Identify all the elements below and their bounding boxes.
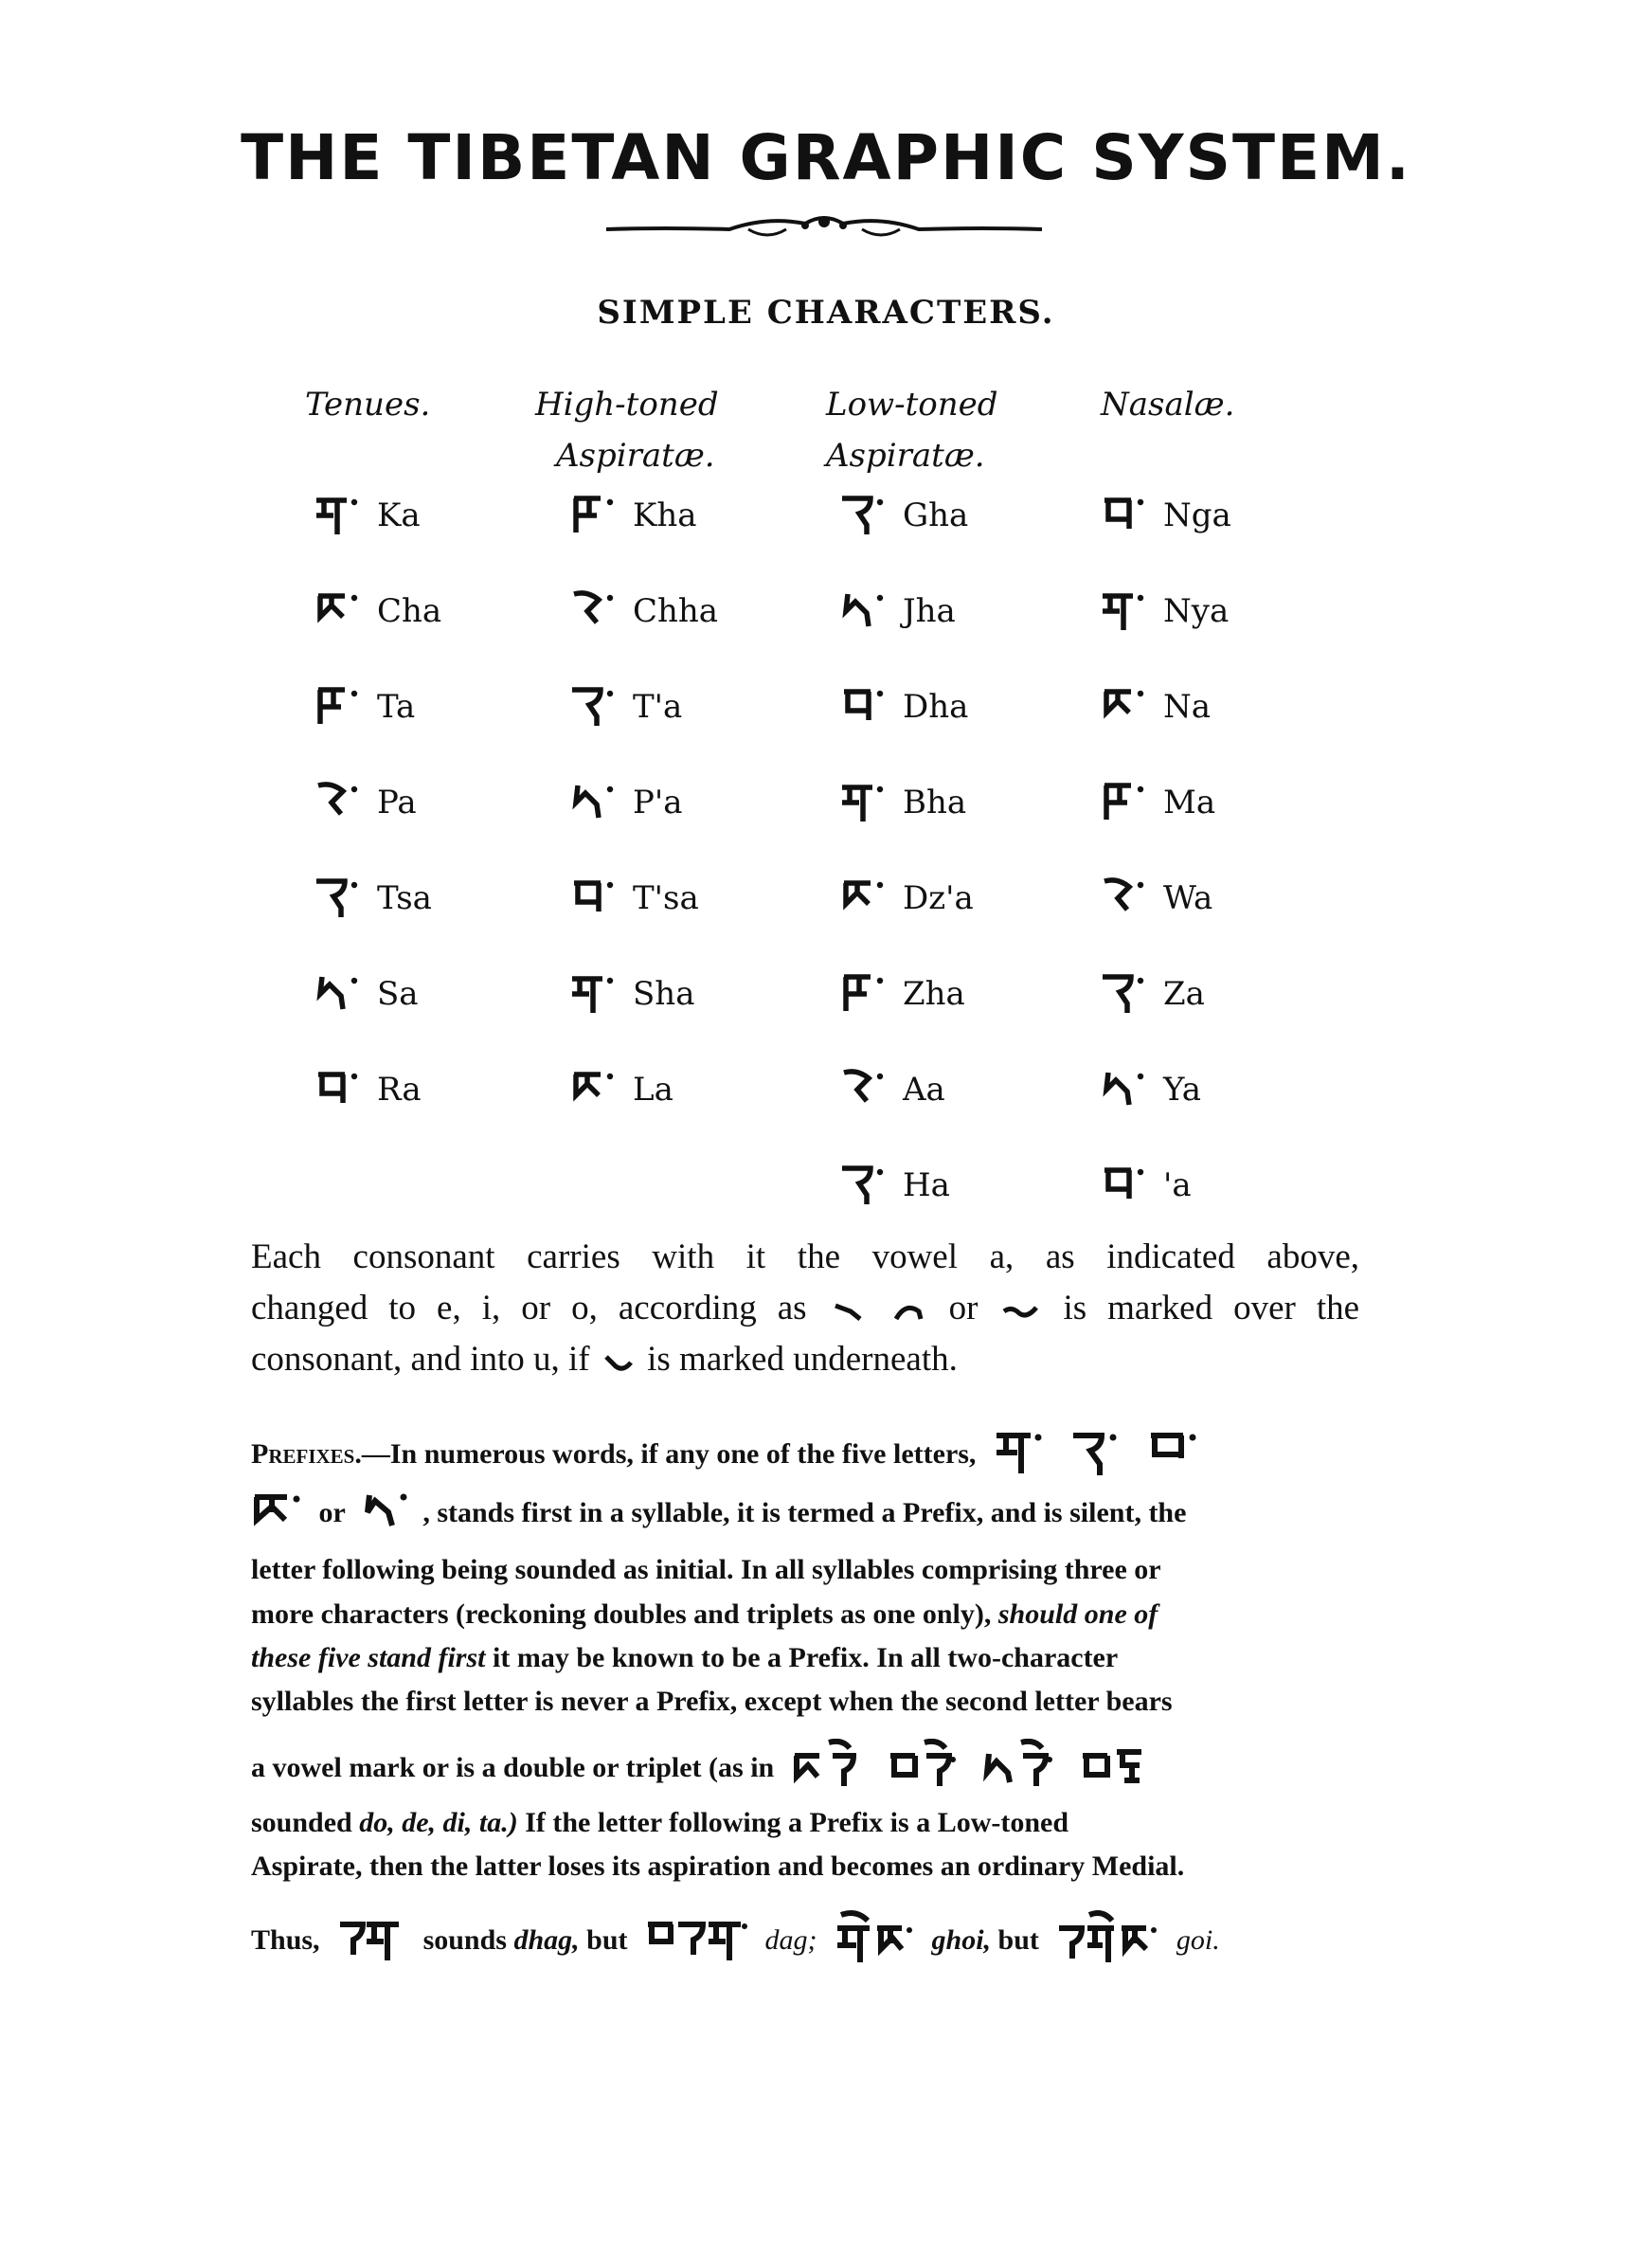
tibetan-character-icon	[1099, 587, 1146, 636]
ornament-divider	[606, 208, 1042, 246]
character-label: 'a	[1163, 1166, 1192, 1204]
character-label: Nga	[1163, 497, 1231, 534]
character-cell	[568, 778, 683, 827]
character-cell	[1099, 969, 1205, 1019]
character-label: Aa	[903, 1071, 945, 1109]
paragraph-text: or	[318, 1496, 346, 1528]
tibetan-character-icon	[568, 969, 616, 1019]
tibetan-character-icon	[313, 874, 360, 923]
character-cell	[838, 682, 968, 731]
character-cell	[568, 874, 699, 923]
character-cell	[568, 587, 718, 636]
character-cell	[313, 1065, 422, 1114]
paragraph-text: do, de, di, ta.)	[359, 1807, 518, 1838]
character-label: T'a	[633, 688, 683, 726]
character-cell	[838, 587, 956, 636]
character-cell	[568, 1065, 673, 1114]
character-cell	[313, 778, 417, 827]
column-header-low-toned	[826, 379, 998, 481]
character-cell	[838, 778, 966, 827]
character-label: La	[633, 1071, 673, 1109]
tibetan-word-icon	[983, 1739, 1053, 1801]
character-label: Za	[1163, 975, 1205, 1013]
character-cell	[568, 491, 697, 540]
paragraph-line	[251, 1488, 1359, 1543]
tibetan-character-icon	[313, 778, 360, 827]
tibetan-word-icon	[791, 1739, 861, 1801]
paragraph-text: but	[586, 1923, 628, 1956]
column-header-line: Low-toned	[826, 386, 998, 424]
tibetan-character-icon	[568, 682, 616, 731]
character-cell	[1099, 682, 1211, 731]
tibetan-character-icon	[313, 969, 360, 1019]
paragraph-line: Aspirate, then the latter loses its aspiration and becomes an ordinary Medial.	[251, 1851, 1185, 1882]
paragraph-line	[251, 1909, 1359, 1976]
paragraph-text: a vowel mark or is a double or triplet (as in	[251, 1751, 775, 1783]
paragraph-text: consonant, and into u, if	[251, 1340, 590, 1379]
character-cell	[568, 969, 694, 1019]
character-cell	[1099, 874, 1212, 923]
character-cell	[313, 491, 421, 540]
character-label: Wa	[1163, 879, 1213, 917]
character-label: Sa	[377, 975, 419, 1013]
paragraph-text: these five stand first	[251, 1642, 486, 1673]
character-label: Cha	[377, 592, 442, 630]
character-cell	[838, 969, 965, 1019]
column-header-line: Aspiratæ.	[556, 437, 715, 475]
tibetan-word-icon	[644, 1911, 748, 1974]
character-label: Nya	[1163, 592, 1230, 630]
character-label: Ya	[1163, 1071, 1202, 1109]
section-title: SIMPLE CHARACTERS.	[597, 294, 1055, 332]
tibetan-character-icon	[313, 587, 360, 636]
character-label: Ma	[1163, 784, 1216, 822]
paragraph-line	[251, 1642, 1359, 1674]
tibetan-character-icon	[568, 491, 616, 540]
tibetan-character-icon	[568, 1065, 616, 1114]
paragraph-text: , stands first in a syllable, it is termed a Prefix, and is silent, the	[422, 1496, 1187, 1528]
character-cell	[568, 682, 682, 731]
character-label: P'a	[633, 784, 683, 822]
tibetan-character-icon	[1099, 491, 1146, 540]
paragraph-line	[251, 1598, 1359, 1631]
paragraph-text: sounds	[422, 1923, 507, 1956]
character-label: Ta	[377, 688, 416, 726]
character-label: Tsa	[377, 879, 432, 917]
tibetan-character-icon	[838, 682, 886, 731]
paragraph-text: or	[948, 1289, 979, 1327]
tibetan-letter-icon	[251, 1488, 302, 1543]
tibetan-character-icon	[838, 969, 886, 1019]
paragraph-text: —In numerous words, if any one of the five letters,	[361, 1437, 977, 1470]
tibetan-character-icon	[838, 1161, 886, 1210]
character-cell	[313, 587, 441, 636]
tibetan-character-icon	[568, 874, 616, 923]
paragraph-text: is marked underneath.	[647, 1340, 958, 1379]
character-label: Ka	[377, 497, 421, 534]
tibetan-character-icon	[568, 778, 616, 827]
tibetan-word-icon	[1079, 1739, 1149, 1801]
character-label: Gha	[903, 497, 969, 534]
character-cell	[838, 874, 974, 923]
character-cell	[1099, 1161, 1192, 1210]
character-label: Sha	[633, 975, 695, 1013]
vowel-mark-u-icon	[602, 1351, 635, 1374]
paragraph-line: letter following being sounded as initial. In all syllables comprising three or	[251, 1554, 1161, 1585]
character-cell	[313, 682, 415, 731]
character-cell	[838, 1161, 950, 1210]
paragraph-line	[251, 1426, 1359, 1487]
tibetan-character-icon	[838, 1065, 886, 1114]
tibetan-character-icon	[838, 587, 886, 636]
character-label: Bha	[903, 784, 967, 822]
tibetan-letter-icon	[1147, 1426, 1198, 1487]
character-cell	[1099, 491, 1231, 540]
page-title: THE TIBETAN GRAPHIC SYSTEM.	[241, 121, 1411, 194]
paragraph-text: more characters (reckoning doubles and triplets as one only),	[251, 1598, 992, 1630]
character-label: Na	[1163, 688, 1212, 726]
tibetan-letter-icon	[1069, 1426, 1121, 1487]
vowel-paragraph	[251, 1232, 1359, 1385]
character-label: T'sa	[633, 879, 699, 917]
tibetan-character-icon	[1099, 1065, 1146, 1114]
character-label: Jha	[903, 592, 956, 630]
character-cell	[838, 491, 968, 540]
tibetan-character-icon	[838, 874, 886, 923]
tibetan-character-icon	[1099, 874, 1146, 923]
column-header-line: Aspiratæ.	[826, 437, 985, 475]
character-cell	[1099, 778, 1215, 827]
column-header-line: Tenues.	[305, 386, 431, 424]
vowel-mark-o-icon	[1002, 1300, 1038, 1323]
paragraph-line: syllables the first letter is never a Prefix, except when the second letter bears	[251, 1686, 1173, 1717]
character-cell	[838, 1065, 945, 1114]
column-header-nasalae	[1101, 379, 1234, 430]
paragraph-line	[251, 1739, 1359, 1801]
character-cell	[1099, 587, 1229, 636]
column-header-high-toned	[535, 379, 719, 481]
column-header-tenues	[305, 379, 430, 430]
vowel-mark-e-icon	[832, 1300, 864, 1323]
character-label: Ra	[377, 1071, 422, 1109]
paragraph-line	[251, 1334, 1359, 1385]
tibetan-character-icon	[1099, 778, 1146, 827]
tibetan-word-icon	[887, 1739, 957, 1801]
paragraph-text: it may be known to be a Prefix. In all two-character	[493, 1642, 1119, 1673]
paragraph-line: Each consonant carries with it the vowel a, as indicated above,	[251, 1237, 1359, 1276]
vowel-mark-i-icon	[892, 1300, 925, 1323]
paragraph-text: Thus,	[251, 1923, 320, 1956]
tibetan-word-icon	[834, 1909, 915, 1976]
prefixes-heading: Prefixes.	[251, 1437, 362, 1470]
tibetan-word-icon	[1055, 1909, 1159, 1976]
character-label: Dz'a	[903, 879, 974, 917]
tibetan-character-icon	[838, 778, 886, 827]
tibetan-character-icon	[1099, 1161, 1146, 1210]
paragraph-text: If the letter following a Prefix is a Low-toned	[525, 1807, 1069, 1838]
paragraph-text: dag;	[764, 1923, 817, 1956]
tibetan-character-icon	[568, 587, 616, 636]
paragraph-text: should one of	[997, 1598, 1158, 1630]
column-header-line: High-toned	[535, 386, 719, 424]
character-label: Ha	[903, 1166, 950, 1204]
paragraph-text: changed to e, i, or o, according as	[251, 1289, 807, 1327]
tibetan-character-icon	[313, 491, 360, 540]
character-cell	[313, 969, 419, 1019]
tibetan-word-icon	[336, 1911, 406, 1974]
character-cell	[313, 874, 432, 923]
tibetan-character-icon	[1099, 682, 1146, 731]
column-header-line: Nasalæ.	[1101, 386, 1235, 424]
character-label: Zha	[903, 975, 965, 1013]
tibetan-character-icon	[838, 491, 886, 540]
tibetan-character-icon	[313, 682, 360, 731]
paragraph-text: is marked over the	[1063, 1289, 1360, 1327]
tibetan-letter-icon	[993, 1426, 1044, 1487]
tibetan-character-icon	[313, 1065, 360, 1114]
paragraph-text: but	[997, 1923, 1039, 1956]
tibetan-letter-icon	[362, 1488, 413, 1543]
paragraph-text: dhag,	[513, 1923, 580, 1956]
paragraph-line	[251, 1283, 1359, 1334]
paragraph-text: ghoi,	[931, 1923, 992, 1956]
character-label: Chha	[633, 592, 719, 630]
character-cell	[1099, 1065, 1201, 1114]
character-label: Dha	[903, 688, 969, 726]
paragraph-line	[251, 1807, 1359, 1839]
paragraph-text: sounded	[251, 1807, 352, 1838]
character-label: Pa	[377, 784, 417, 822]
tibetan-character-icon	[1099, 969, 1146, 1019]
paragraph-text: goi.	[1176, 1923, 1220, 1956]
character-label: Kha	[633, 497, 697, 534]
